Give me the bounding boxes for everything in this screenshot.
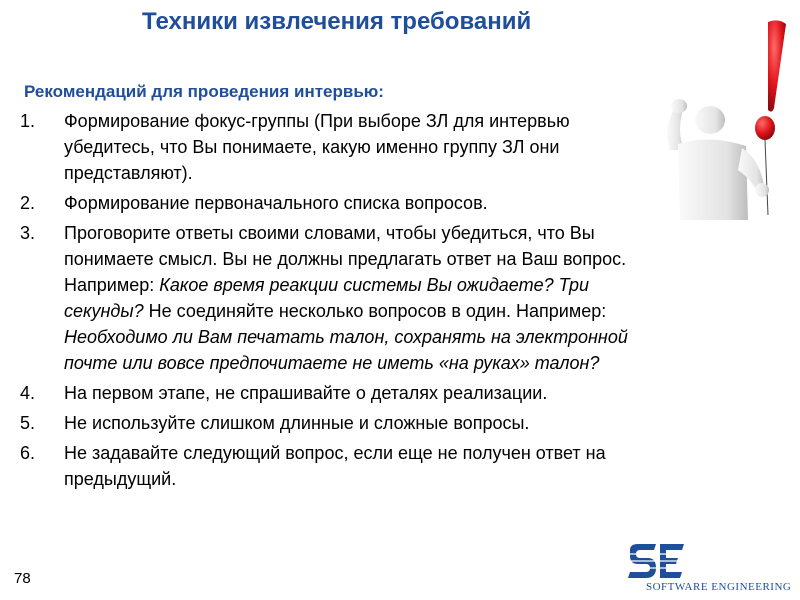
list-item-number: 2. <box>20 193 36 213</box>
logo-caption: SOFTWARE ENGINEERING <box>646 581 792 593</box>
list-item-line <box>64 220 770 246</box>
list-item-number: 4. <box>20 383 36 403</box>
list-item <box>0 380 770 406</box>
exclamation-bar <box>768 20 786 111</box>
list-item-text: Формирование первоначального списка вопросов. <box>64 193 488 213</box>
example-question-text: почте или вовсе предпочитаете не иметь «на руках» талон? <box>64 353 600 373</box>
list-item-text: Не используйте слишком длинные и сложные вопросы. <box>64 413 530 433</box>
list-item-text: Не соединяйте несколько вопросов в один. Например: <box>143 301 607 321</box>
list-item-text: убедитесь, что Вы понимаете, какую именно группу ЗЛ они <box>64 137 560 157</box>
list-item-line <box>64 272 770 298</box>
list-item-line <box>64 380 770 406</box>
example-question-text: Какое время реакции системы Вы ожидаете? Три <box>159 275 590 295</box>
list-item-line <box>64 466 770 492</box>
figure-with-exclamation-icon <box>650 10 800 220</box>
list-item <box>0 410 770 436</box>
example-question-text: секунды? <box>64 301 144 321</box>
page-number: 78 <box>14 570 31 587</box>
list-item-line <box>64 298 770 324</box>
list-item-text: На первом этапе, не спрашивайте о деталях реализации. <box>64 383 548 403</box>
list-item-line <box>64 440 770 466</box>
list-item-line <box>64 410 770 436</box>
list-item-text: Проговорите ответы своими словами, чтобы убедиться, что Вы <box>64 223 595 243</box>
list-item-text: понимаете смысл. Вы не должны предлагать ответ на Ваш вопрос. <box>64 249 627 269</box>
list-item-line <box>64 324 770 350</box>
list-item-text: предыдущий. <box>64 469 177 489</box>
list-item-text: Например: <box>64 275 160 295</box>
list-item <box>0 220 770 376</box>
list-item-number: 6. <box>20 443 36 463</box>
list-item-line <box>64 350 770 376</box>
list-item-number: 3. <box>20 223 36 243</box>
list-item-text: Формирование фокус-группы (При выборе ЗЛ для интервью <box>64 111 570 131</box>
slide-subtitle: Рекомендаций для проведения интервью: <box>24 82 384 101</box>
list-item-line <box>64 246 770 272</box>
list-item-text: представляют). <box>64 163 193 183</box>
software-engineering-logo-icon <box>626 544 686 584</box>
list-item <box>0 440 770 492</box>
example-question-text: Необходимо ли Вам печатать талон, сохранять на электронной <box>64 327 628 347</box>
list-item-number: 1. <box>20 111 36 131</box>
list-item-number: 5. <box>20 413 36 433</box>
list-item-text: Не задавайте следующий вопрос, если еще не получен ответ на <box>64 443 606 463</box>
slide-title: Техники извлечения требований <box>142 8 532 35</box>
exclamation-dot <box>755 116 775 140</box>
